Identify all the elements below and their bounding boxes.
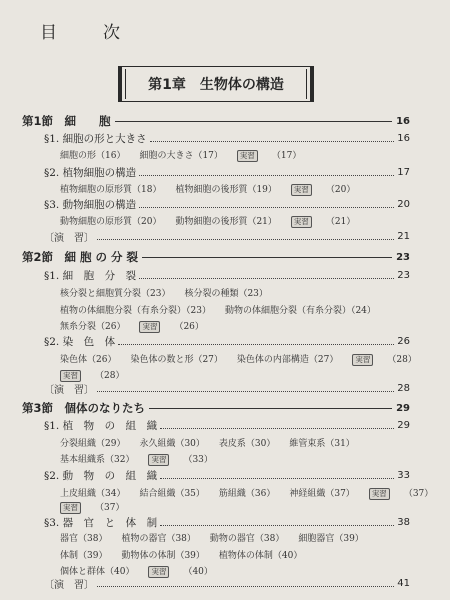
practice-page: （37）: [95, 503, 125, 513]
leader-line: [142, 257, 392, 258]
page-number: 29: [397, 420, 410, 431]
practice-badge: 実習: [369, 488, 390, 500]
leader-dots: [160, 428, 394, 429]
practice-entry[interactable]: [352, 355, 430, 365]
practice-page: （33）: [183, 455, 213, 465]
topic-line: [60, 500, 410, 514]
topic-item[interactable]: 細胞の大きさ（17）: [139, 151, 223, 161]
topic-item[interactable]: 核分裂の種類（23）: [184, 289, 268, 299]
topic-item[interactable]: 神経組織（37）: [289, 489, 355, 499]
exercise-entry[interactable]: [44, 381, 410, 396]
entry-title: 第2節 細 胞 の 分 裂: [22, 250, 139, 264]
chapter-heading: [118, 66, 314, 102]
practice-badge: 実習: [60, 370, 81, 382]
entry-title: 〔演 習〕: [44, 233, 94, 244]
exercise-entry[interactable]: [44, 576, 410, 591]
leader-dots: [97, 239, 394, 240]
toc-title-right: 次: [103, 23, 120, 43]
subsection-entry[interactable]: [44, 268, 410, 283]
topic-line: [60, 182, 410, 196]
practice-entry[interactable]: [148, 455, 226, 465]
topic-line: [60, 548, 410, 561]
leader-line: [115, 121, 393, 122]
practice-page: （21）: [325, 217, 356, 227]
practice-page: （17）: [271, 151, 302, 161]
practice-page: （26）: [174, 322, 204, 332]
topic-item[interactable]: 体制（39）: [60, 551, 108, 561]
topic-item[interactable]: 維管束系（31）: [289, 439, 355, 449]
topic-item[interactable]: 永久組織（30）: [139, 439, 205, 449]
topic-item[interactable]: 植物の体細胞分裂（有糸分裂）（23）: [60, 306, 211, 316]
entry-title: §1. 植 物 の 組 織: [44, 420, 158, 432]
topic-item[interactable]: 動物細胞の原形質（20）: [60, 217, 162, 227]
topic-item[interactable]: 表皮系（30）: [218, 439, 276, 449]
practice-page: （40）: [183, 567, 213, 577]
practice-entry[interactable]: [60, 503, 138, 513]
topic-line: [60, 214, 410, 228]
topic-item[interactable]: 動物の体細胞分裂（有糸分裂）（24）: [224, 306, 376, 316]
topic-item[interactable]: 植物細胞の原形質（18）: [60, 185, 162, 195]
practice-page: （37）: [403, 489, 434, 499]
exercise-entry[interactable]: [44, 229, 410, 244]
topic-item[interactable]: 染色体の内部構造（27）: [236, 355, 339, 365]
practice-entry[interactable]: [369, 489, 447, 499]
topic-line: [60, 303, 410, 316]
entry-title: §2. 染 色 体: [44, 336, 116, 348]
page-number: 20: [397, 199, 410, 210]
practice-badge: 実習: [291, 184, 312, 196]
page-number: 26: [397, 336, 410, 347]
practice-entry[interactable]: [237, 151, 315, 161]
practice-badge: 実習: [352, 354, 373, 366]
page-number: 16: [397, 133, 410, 144]
leader-line: [149, 408, 392, 409]
page-number: 28: [397, 383, 410, 394]
leader-dots: [97, 586, 394, 587]
topic-line: [60, 286, 410, 299]
toc-title-left: 目: [40, 23, 57, 43]
practice-page: （28）: [95, 371, 125, 381]
leader-dots: [97, 391, 394, 392]
subsection-entry[interactable]: [44, 515, 410, 530]
chapter-title: 第1章 生物体の構造: [148, 77, 284, 93]
topic-item[interactable]: 染色体（26）: [60, 355, 117, 365]
topic-line: [60, 531, 410, 544]
page-number: 41: [397, 578, 410, 589]
leader-dots: [139, 278, 394, 279]
practice-badge: 実習: [60, 502, 81, 514]
topic-line: [60, 436, 410, 449]
practice-page: （20）: [325, 185, 356, 195]
section-entry[interactable]: [22, 113, 410, 129]
page-number: 29: [396, 402, 410, 414]
topic-item[interactable]: 結合組織（35）: [139, 489, 205, 499]
topic-item[interactable]: 分裂組織（29）: [60, 439, 126, 449]
page-number: 21: [397, 231, 410, 242]
leader-dots: [150, 141, 395, 142]
topic-line: [60, 368, 410, 382]
entry-title: §1. 細胞の形と大きさ: [44, 133, 147, 145]
practice-entry[interactable]: [291, 217, 369, 227]
entry-title: 〔演 習〕: [44, 580, 94, 591]
entry-title: §2. 植物細胞の構造: [44, 167, 137, 179]
practice-badge: 実習: [291, 216, 312, 228]
topic-item[interactable]: 核分裂と細胞質分裂（23）: [60, 289, 171, 299]
practice-entry[interactable]: [139, 322, 217, 332]
section-entry[interactable]: [22, 400, 410, 416]
subsection-entry[interactable]: [44, 197, 410, 212]
subsection-entry[interactable]: [44, 165, 410, 180]
practice-badge: 実習: [139, 321, 160, 333]
topic-item[interactable]: 植物の器官（38）: [121, 534, 196, 544]
practice-badge: 実習: [148, 566, 169, 578]
topic-item[interactable]: 細胞の形（16）: [60, 151, 126, 161]
page-number: 17: [397, 167, 410, 178]
entry-title: §1. 細 胞 分 裂: [44, 270, 137, 282]
topic-item[interactable]: 染色体の数と形（27）: [130, 355, 223, 365]
topic-item[interactable]: 無糸分裂（26）: [60, 322, 126, 332]
topic-item[interactable]: 器官（38）: [60, 534, 108, 544]
leader-dots: [160, 525, 394, 526]
practice-page: （28）: [387, 355, 417, 365]
section-entry[interactable]: [22, 249, 410, 265]
entry-title: §3. 器 官 と 体 制: [44, 517, 158, 529]
topic-item[interactable]: 動物の器官（38）: [209, 534, 285, 544]
subsection-entry[interactable]: [44, 131, 410, 146]
topic-item[interactable]: 植物体の体制（40）: [218, 551, 303, 561]
leader-dots: [139, 175, 394, 176]
leader-dots: [139, 207, 394, 208]
entry-title: §2. 動 物 の 組 織: [44, 470, 158, 482]
topic-line: [60, 352, 417, 366]
subsection-entry[interactable]: [44, 468, 410, 483]
topic-line: [60, 452, 410, 466]
topic-line: [60, 486, 434, 500]
leader-dots: [160, 478, 394, 479]
topic-item[interactable]: 動物細胞の後形質（21）: [175, 217, 277, 227]
page-number: 33: [397, 470, 410, 481]
topic-item[interactable]: 動物体の体制（39）: [121, 551, 205, 561]
practice-entry[interactable]: [60, 371, 138, 381]
subsection-entry[interactable]: [44, 418, 410, 433]
leader-dots: [118, 344, 394, 345]
topic-item[interactable]: 植物細胞の後形質（19）: [175, 185, 277, 195]
page-number: 38: [397, 517, 410, 528]
topic-item[interactable]: 上皮組織（34）: [60, 489, 126, 499]
practice-badge: 実習: [237, 150, 258, 162]
page-number: 23: [396, 251, 410, 263]
toc-title: [40, 18, 120, 43]
entry-title: 第1節 細 胞: [22, 114, 111, 128]
topic-item[interactable]: 個体と群体（40）: [60, 567, 135, 577]
subsection-entry[interactable]: [44, 334, 410, 349]
practice-badge: 実習: [148, 454, 169, 466]
entry-title: 第3節 個体のなりたち: [22, 401, 146, 415]
page-number: 16: [396, 115, 410, 127]
topic-item[interactable]: 細胞器官（39）: [298, 534, 364, 544]
entry-title: §3. 動物細胞の構造: [44, 199, 137, 211]
topic-line: [60, 319, 410, 333]
topic-item[interactable]: 基本組織系（32）: [60, 455, 135, 465]
practice-entry[interactable]: [291, 185, 369, 195]
page-number: 23: [397, 270, 410, 281]
entry-title: 〔演 習〕: [44, 385, 94, 396]
topic-line: [60, 148, 410, 162]
topic-item[interactable]: 筋組織（36）: [218, 489, 276, 499]
